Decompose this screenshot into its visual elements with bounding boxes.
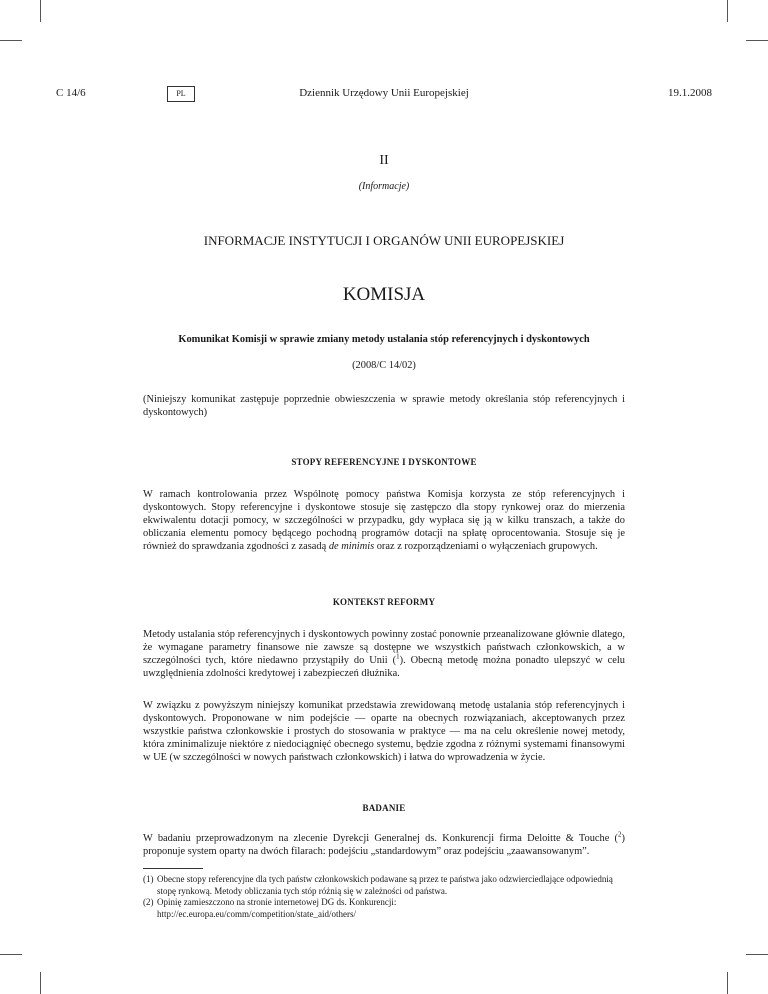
paragraph: W ramach kontrolowania przez Wspólnotę pomocy państwa Komisja korzysta ze stóp referencyjnych i dyskontowych. Stopy referencyjne i dyskontowe stosuje się zastępczo dla stopy rynkowej oraz do mierzenia ekwiwalentu dotacji pomocy, w szczególności w przypadku, gdy wypłaca się ją w kilku transzach, a także do obliczania elementu pomocy będącego pochodną programów dotacji na spłatę oprocentowania. Stosuje się je również do sprawdzania zgodności z zasadą de minimis oraz z rozporządzeniami o wyłączeniach grupowych.: [143, 489, 625, 553]
crop-mark: [0, 40, 22, 41]
paragraph: W związku z powyższym niniejszy komunikat przedstawia zrewidowaną metodę ustalania stóp referencyjnych i dyskontowych. Proponowane w nim podejście — oparte na obecnych rozwiązaniach, akceptowanych przez wszystkie państwa członkowskie i prostych do stosowania w praktyce — ma na celu określenie nowej metody, która zminimalizuje niektóre z niedociągnięć obecnego systemu, będzie zgodna z różnymi systemami finansowymi w UE (w szczególności w nowych państwach członkowskich) i łatwa do wprowadzenia w życie.: [143, 700, 625, 764]
crop-mark: [40, 0, 41, 22]
document-title: Komunikat Komisji w sprawie zmiany metody ustalania stóp referencyjnych i dyskontowych: [178, 334, 590, 345]
footnote-ref: 1: [396, 652, 400, 661]
language-badge: PL: [167, 86, 195, 102]
document-reference: (2008/C 14/02): [352, 360, 416, 371]
crop-mark: [40, 972, 41, 994]
journal-title: Dziennik Urzędowy Unii Europejskiej: [299, 87, 469, 99]
footnote: (2) Opinię zamieszczono na stronie internetowej DG ds. Konkurencji: http://ec.europa.eu/comm/competition/state_aid/others/: [143, 897, 625, 920]
section-heading: KONTEKST REFORMY: [332, 597, 436, 607]
footnote-ref: 2: [618, 830, 622, 839]
crop-mark: [727, 0, 728, 22]
issue-number: C 14/6: [56, 87, 86, 99]
section-heading: BADANIE: [362, 803, 406, 813]
issue-date: 19.1.2008: [668, 87, 712, 99]
footnote: (1) Obecne stopy referencyjne dla tych państw członkowskich podawane są przez te państwa jako odzwierciedlające odpowiednią stopę rynkową. Metody obliczania tych stóp różnią się w zależności od państwa.: [143, 874, 613, 896]
paragraph: W badaniu przeprowadzonym na zlecenie Dyrekcji Generalnej ds. Konkurencji firma Deloitte & Touche ($^2$) proponuje system oparty na dwóch filarach: podejściu „standardowym” oraz podejściu „zaawansowanym”.: [143, 830, 625, 858]
institution-title: KOMISJA: [342, 284, 426, 305]
part-number: II: [379, 153, 389, 168]
crop-mark: [727, 972, 728, 994]
footnote-link[interactable]: http://ec.europa.eu/comm/competition/state_aid/others/: [157, 908, 356, 919]
crop-mark: [746, 40, 768, 41]
section-heading: STOPY REFERENCYJNE I DYSKONTOWE: [291, 457, 477, 467]
crop-mark: [0, 954, 22, 955]
part-subtitle: (Informacje): [358, 181, 410, 192]
intro-note: (Niniejszy komunikat zastępuje poprzednie obwieszczenia w sprawie metody określania stóp referencyjnych i dyskontowych): [143, 394, 625, 419]
page-header: [0, 87, 768, 107]
crop-mark: [746, 954, 768, 955]
footnote-divider: [143, 868, 203, 869]
paragraph: Metody ustalania stóp referencyjnych i dyskontowych powinny zostać ponownie przeanalizowane głównie dlatego, że wymagane parametry finansowe nie zawsze są dostępne we wszystkich państwach członkowskich, a w szczególności tych, które niedawno przystąpiły do Unii ($^1$). Obecną metodę można ponadto ulepszyć w celu uwzględnienia zdolności kredytowej i zabezpieczeń dłużnika.: [143, 629, 625, 680]
section-title: INFORMACJE INSTYTUCJI I ORGANÓW UNII EUROPEJSKIEJ: [203, 233, 565, 248]
